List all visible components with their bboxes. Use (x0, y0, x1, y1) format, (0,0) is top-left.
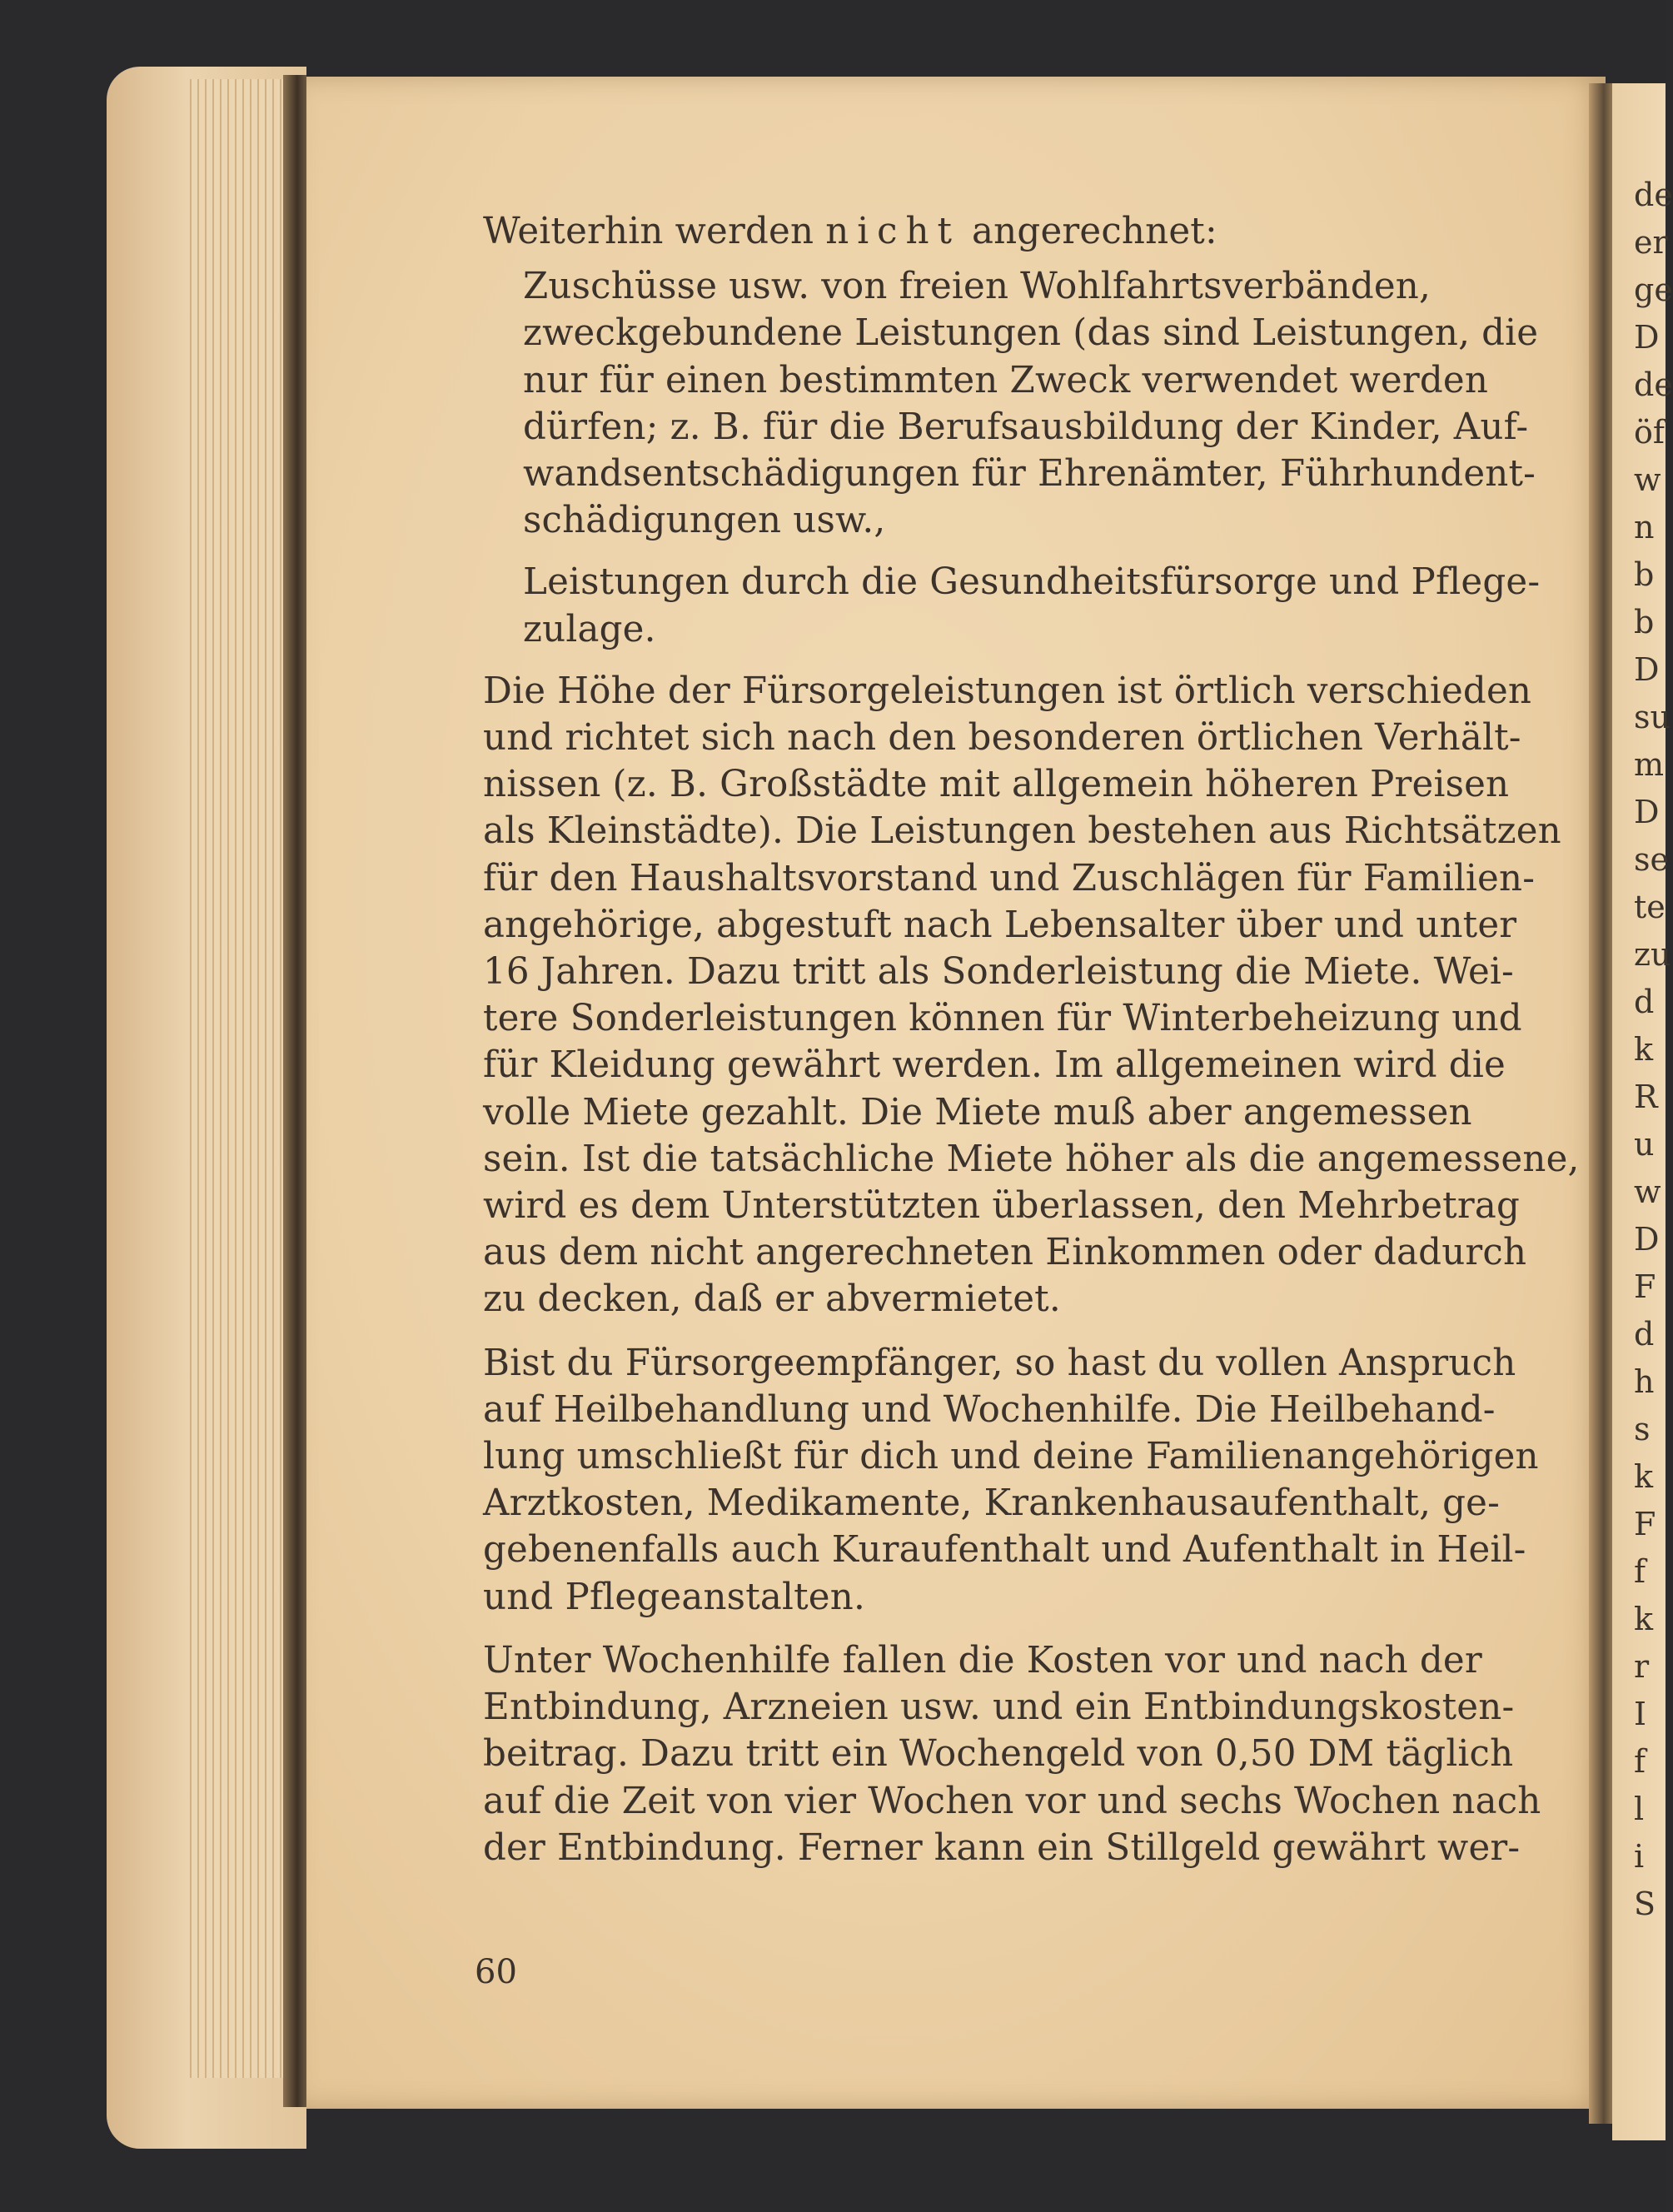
text-line: nur für einen bestimmten Zweck verwendet werden (523, 359, 1489, 401)
text-line: nissen (z. B. Großstädte mit allgemein höheren Preisen (483, 764, 1510, 806)
text-line: dürfen; z. B. für die Berufsausbildung der Kinder, Auf- (523, 406, 1529, 448)
facing-page-fragment: k (1634, 1458, 1654, 1495)
facing-page-fragment: d (1634, 984, 1655, 1020)
text-line: und richtet sich nach den besonderen örtlichen Verhält- (483, 717, 1521, 760)
text-line: 16 Jahren. Dazu tritt als Sonderleistung die Miete. Wei- (483, 951, 1514, 994)
text-line: Arztkosten, Medikamente, Krankenhausaufenthalt, ge- (483, 1482, 1501, 1525)
text-line: für Kleidung gewährt werden. Im allgemeinen wird die (483, 1044, 1506, 1087)
excluded-item-1 (523, 263, 1574, 544)
facing-page-fragment: b (1634, 604, 1655, 640)
text-line: volle Miete gezahlt. Die Miete muß aber angemessen (483, 1091, 1472, 1133)
text-line: für den Haushaltsvorstand und Zuschlägen für Familien- (483, 857, 1536, 899)
facing-page-fragment: l (1634, 1791, 1645, 1827)
facing-page-fragment: w (1634, 1173, 1661, 1210)
facing-page-fragment: se (1634, 841, 1669, 878)
text-line: schädigungen usw., (523, 500, 886, 542)
facing-page-fragment: d (1634, 1316, 1655, 1353)
facing-page-fragment: ge (1634, 272, 1673, 308)
facing-page-fragment: I (1634, 1696, 1647, 1732)
text-line: angehörige, abgestuft nach Lebensalter über und unter (483, 904, 1517, 946)
lead-after: angerechnet: (972, 211, 1217, 252)
text-line: zu decken, daß er abvermietet. (483, 1278, 1061, 1321)
facing-page-fragment: D (1634, 794, 1660, 830)
facing-page-fragment: te (1634, 889, 1666, 925)
text-line: Entbindung, Arzneien usw. und ein Entbindungskosten- (483, 1686, 1515, 1729)
facing-page-fragment: h (1634, 1363, 1655, 1400)
facing-page-fragment: r (1634, 1648, 1650, 1685)
text-line: sein. Ist die tatsächliche Miete höher als die angemessene, (483, 1138, 1580, 1180)
facing-page-fragment: n (1634, 509, 1655, 546)
facing-page-fragment: k (1634, 1031, 1654, 1068)
text-line: auf Heilbehandlung und Wochenhilfe. Die Heilbehand- (483, 1388, 1496, 1431)
facing-page-fragment: de (1634, 177, 1673, 213)
paragraph-benefit-levels (483, 668, 1580, 1323)
facing-page-fragment: w (1634, 461, 1661, 498)
facing-page-fragment: i (1634, 1838, 1645, 1875)
text-line: und Pflegeanstalten. (483, 1576, 865, 1618)
text-line: Unter Wochenhilfe fallen die Kosten vor und nach der (483, 1639, 1482, 1681)
facing-page-fragment: f (1634, 1743, 1646, 1780)
facing-page-fragment: er (1634, 224, 1668, 261)
text-line: lung umschließt für dich und deine Familienangehörigen (483, 1436, 1539, 1478)
text-line: tere Sonderleistungen können für Winterbeheizung und (483, 998, 1522, 1040)
page-number: 60 (475, 1953, 517, 1991)
text-line: wandsentschädigungen für Ehrenämter, Führhundent- (523, 453, 1536, 496)
facing-page-fragment: f (1634, 1553, 1646, 1590)
excluded-item-2 (523, 559, 1574, 652)
facing-page-edge (1612, 83, 1673, 2140)
facing-page-fragment: D (1634, 1221, 1660, 1258)
text-line: als Kleinstädte). Die Leistungen bestehen aus Richtsätzen (483, 810, 1561, 853)
text-line: Bist du Fürsorgeempfänger, so hast du vollen Anspruch (483, 1342, 1516, 1384)
facing-page-fragment: su (1634, 699, 1671, 735)
text-line: aus dem nicht angerechneten Einkommen oder dadurch (483, 1232, 1527, 1274)
facing-page-fragment: m (1634, 746, 1665, 783)
text-line: Leistungen durch die Gesundheitsfürsorge und Pflege- (523, 561, 1541, 604)
lead-before: Weiterhin werden (483, 211, 814, 252)
text-line: der Entbindung. Ferner kann ein Stillgeld gewährt wer- (483, 1826, 1521, 1869)
facing-page-fragment: R (1634, 1079, 1658, 1115)
facing-page-fragment: u (1634, 1126, 1655, 1163)
text-line: Zuschüsse usw. von freien Wohlfahrtsverbänden, (523, 266, 1432, 308)
page-edges-texture (190, 79, 290, 2078)
facing-page-fragment: zu (1634, 936, 1671, 973)
text-line: auf die Zeit von vier Wochen vor und sechs Wochen nach (483, 1780, 1541, 1822)
facing-page-fragment: b (1634, 556, 1655, 593)
left-binding-shadow (283, 75, 306, 2107)
facing-page-fragment: F (1634, 1506, 1656, 1542)
facing-page-fragment: D (1634, 651, 1660, 688)
text-line: beitrag. Dazu tritt ein Wochengeld von 0,50 DM täglich (483, 1733, 1514, 1776)
text-line: wird es dem Unterstützten überlassen, den Mehrbetrag (483, 1185, 1521, 1228)
facing-page-fragment: de (1634, 366, 1673, 403)
page-text (483, 208, 1580, 1888)
facing-page-fragment: k (1634, 1601, 1654, 1637)
facing-page-fragment: öf (1634, 414, 1665, 451)
text-line: gebenenfalls auch Kuraufenthalt und Aufenthalt in Heil- (483, 1529, 1526, 1572)
paragraph-maternity-aid (483, 1637, 1574, 1871)
lead-line (483, 208, 1574, 255)
facing-page-fragment: s (1634, 1411, 1651, 1447)
lead-emphasis: nicht (825, 211, 961, 252)
paragraph-medical-care (483, 1340, 1574, 1621)
facing-page-fragment: F (1634, 1268, 1656, 1305)
facing-page-fragment: S (1634, 1886, 1656, 1922)
book-gutter (1589, 83, 1614, 2124)
text-line: zulage. (523, 608, 656, 650)
facing-page-fragment: D (1634, 319, 1660, 356)
text-line: Die Höhe der Fürsorgeleistungen ist örtlich verschieden (483, 670, 1532, 712)
text-line: zweckgebundene Leistungen (das sind Leistungen, die (523, 312, 1539, 355)
